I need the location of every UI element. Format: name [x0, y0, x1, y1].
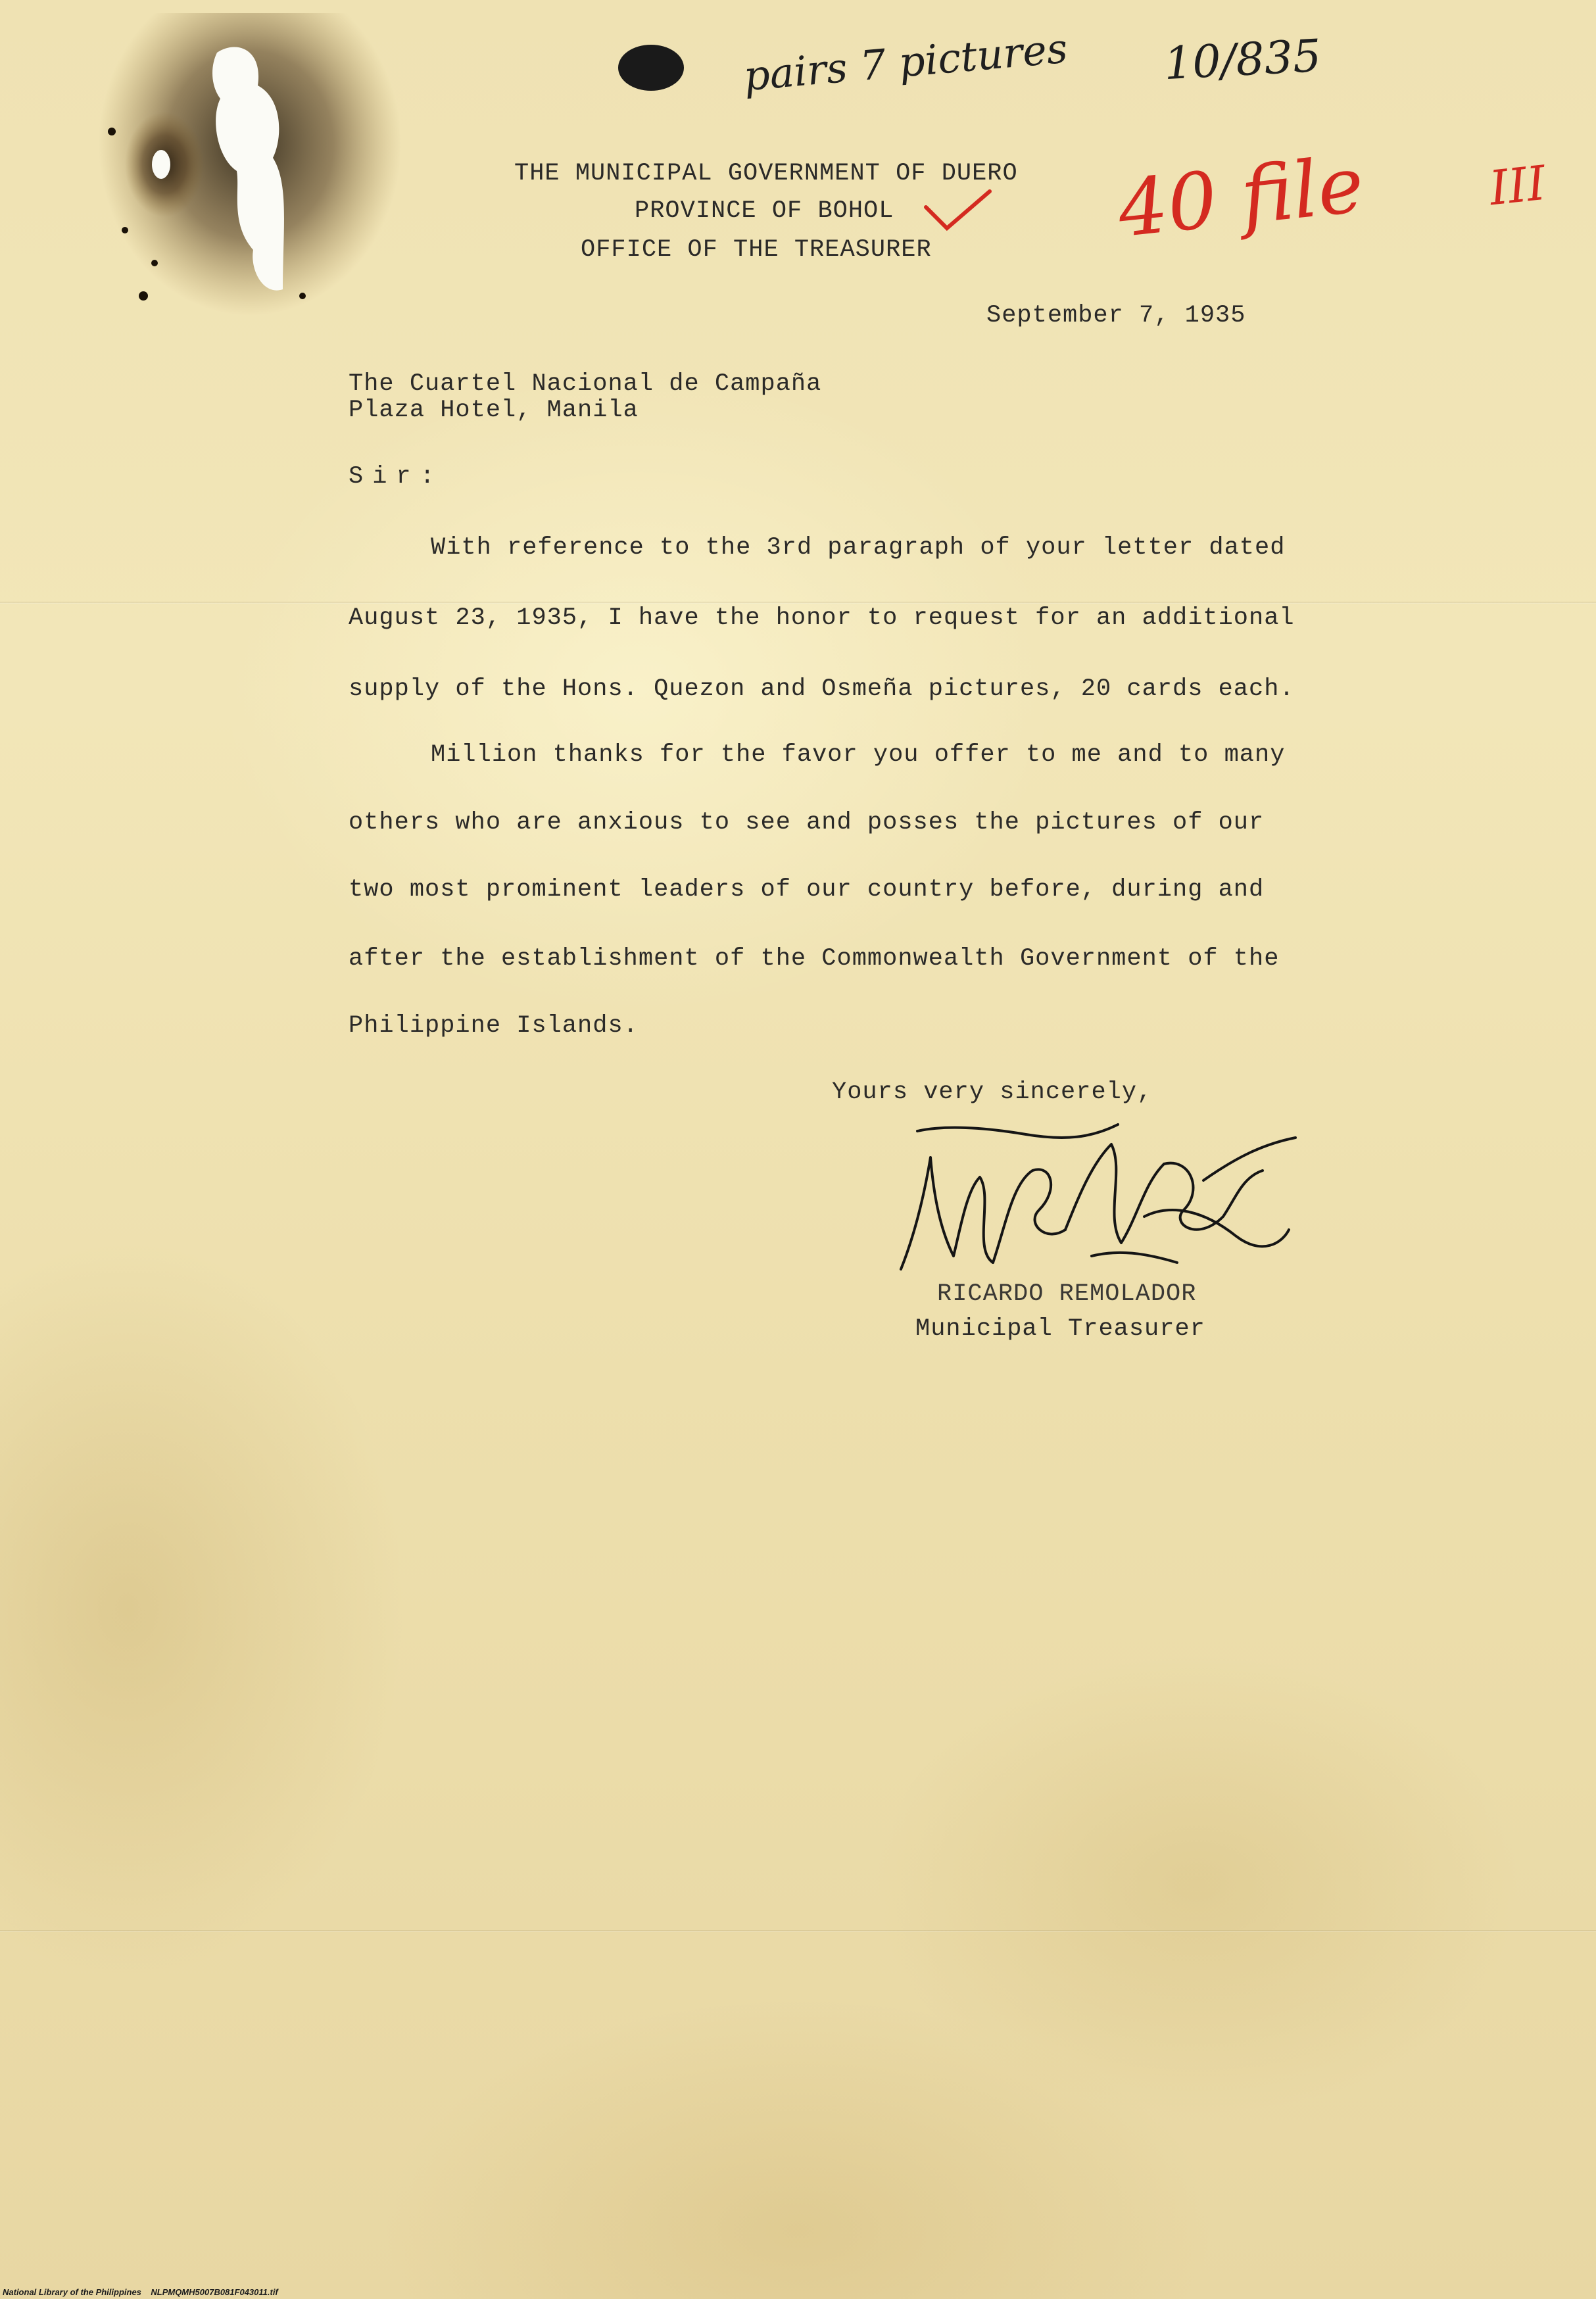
ink-blot	[615, 38, 690, 97]
body-line: Million thanks for the favor you offer to me and to many	[431, 741, 1286, 769]
body-line: Philippine Islands.	[349, 1012, 639, 1040]
fold-crease	[0, 602, 1596, 604]
archive-footer: National Library of the Philippines NLPMQMH5007B081F043011.tif	[3, 2287, 278, 2297]
body-line: two most prominent leaders of our country before, during and	[349, 876, 1265, 904]
letterhead-province: PROVINCE OF BOHOL	[635, 197, 894, 225]
body-line: supply of the Hons. Quezon and Osmeña pictures, 20 cards each.	[349, 675, 1295, 703]
body-line: August 23, 1935, I have the honor to request for an additional	[349, 604, 1295, 632]
red-file-annotation: 40 file	[1113, 138, 1368, 255]
recipient-address: Plaza Hotel, Manila	[349, 397, 639, 424]
recipient-name: The Cuartel Nacional de Campaña	[349, 370, 822, 398]
signer-name: RICARDO REMOLADOR	[937, 1280, 1197, 1308]
signer-title: Municipal Treasurer	[915, 1315, 1205, 1343]
fold-crease	[0, 1930, 1596, 1932]
red-check-icon	[921, 187, 993, 233]
pencil-reference-number: 10/835	[1163, 30, 1323, 91]
burn-damage	[85, 13, 414, 322]
letterhead-municipality: THE MUNICIPAL GOVERNMENT OF DUERO	[514, 160, 1018, 187]
closing: Yours very sincerely,	[832, 1078, 1153, 1106]
red-roman-annotation: III	[1486, 155, 1549, 216]
pencil-annotation: pairs 7 pictures	[741, 24, 1070, 101]
letterhead-office: OFFICE OF THE TREASURER	[581, 236, 932, 264]
body-line: after the establishment of the Commonwealth Government of the	[349, 945, 1280, 973]
body-line: With reference to the 3rd paragraph of your letter dated	[431, 534, 1286, 562]
body-line: others who are anxious to see and posses the pictures of our	[349, 809, 1265, 836]
letter-date: September 7, 1935	[986, 302, 1246, 329]
salutation: Sir:	[349, 463, 444, 491]
